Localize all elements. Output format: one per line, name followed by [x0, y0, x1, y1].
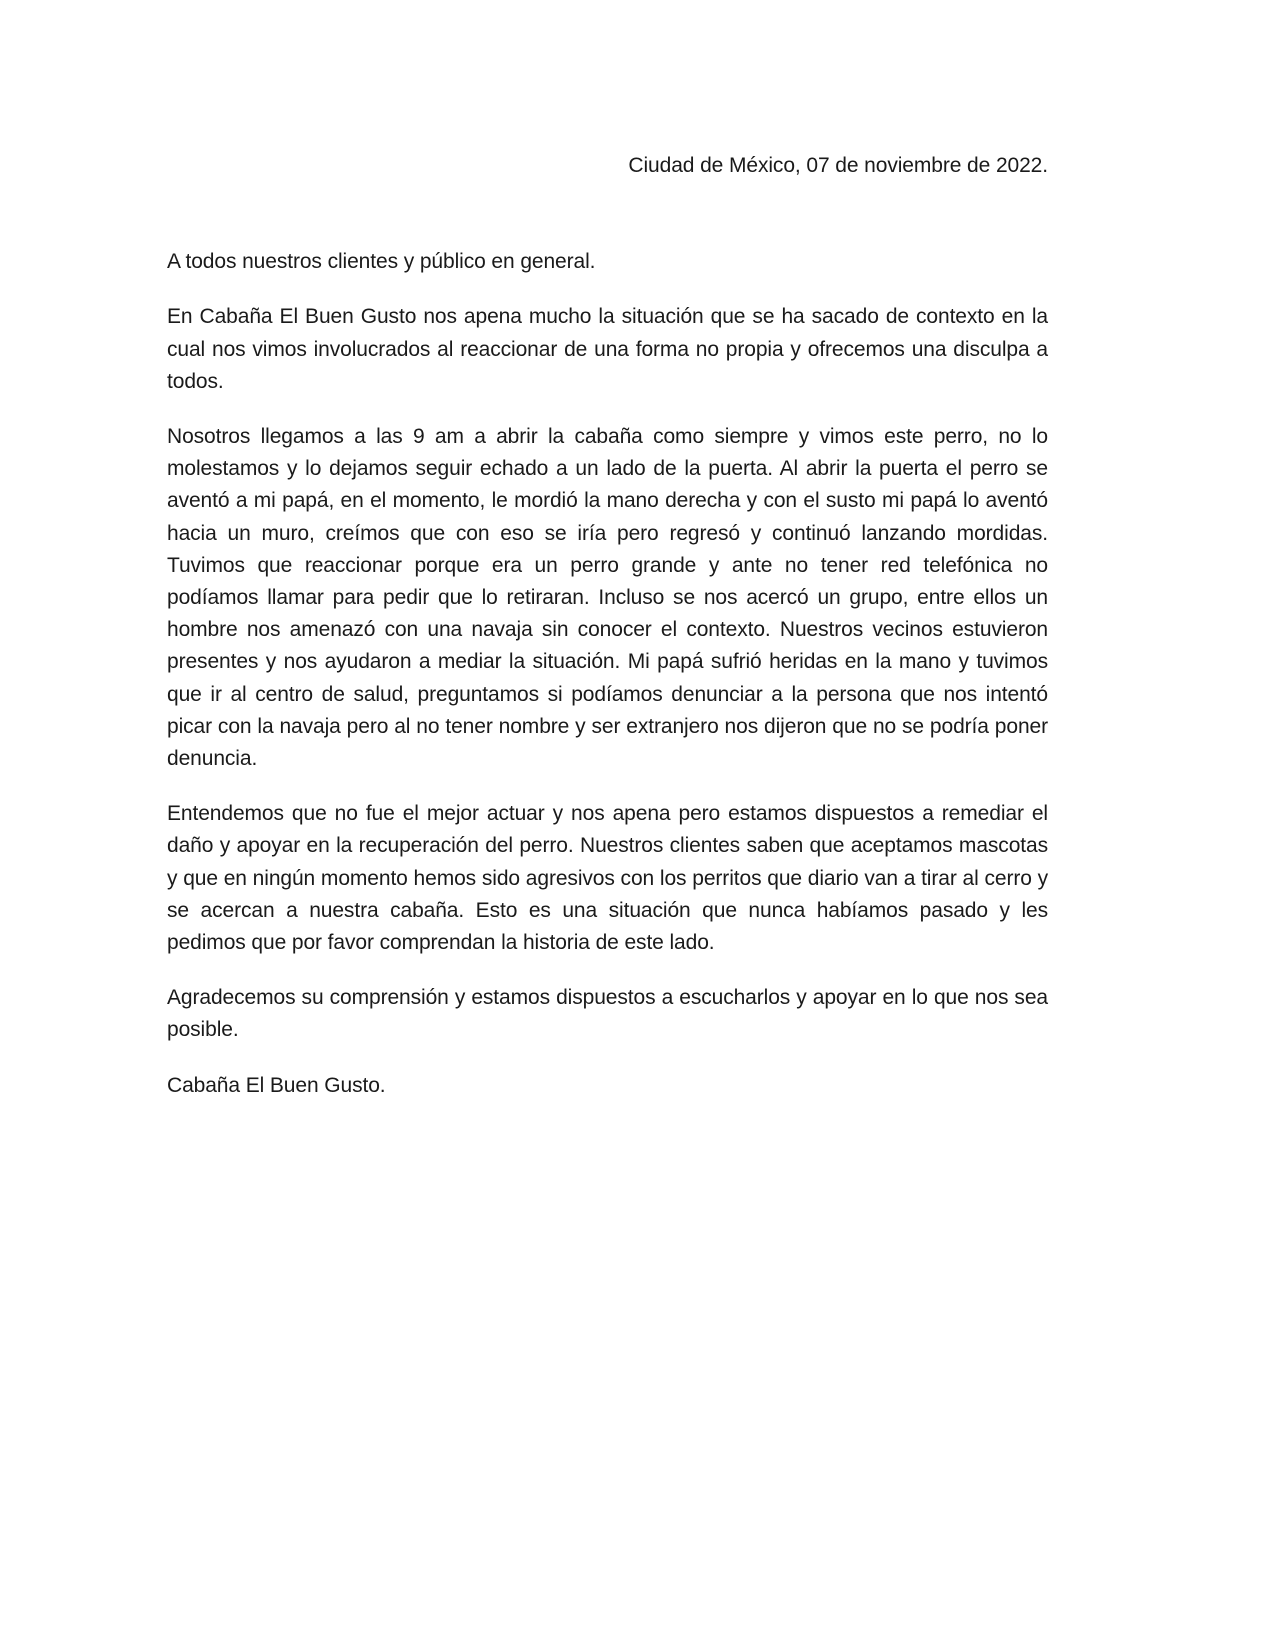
paragraph-closing: Agradecemos su comprensión y estamos dispuestos a escucharlos y apoyar en lo que nos sea posible.: [167, 986, 1048, 1042]
signature: Cabaña El Buen Gusto.: [167, 1073, 386, 1097]
paragraph-amends: Entendemos que no fue el mejor actuar y nos apena pero estamos dispuestos a remediar el daño y apoyar en la recuperación del perro. Nuestros clientes saben que aceptamos mascotas y que en ningún momento hemos sido agresivos con los perritos que diario van a tirar al cerro y se acercan a nuestra cabaña. Esto es una situación que nunca habíamos pasado y les pedimos que por favor comprendan la historia de este lado.: [167, 802, 1048, 955]
salutation: A todos nuestros clientes y público en general.: [167, 250, 596, 274]
paragraph-apology: En Cabaña El Buen Gusto nos apena mucho la situación que se ha sacado de contexto en la cual nos vimos involucrados al reaccionar de una forma no propia y ofrecemos una disculpa a todos.: [167, 305, 1048, 393]
letter-content: [167, 150, 1048, 1102]
paragraph-incident: Nosotros llegamos a las 9 am a abrir la cabaña como siempre y vimos este perro, no lo molestamos y lo dejamos seguir echado a un lado de la puerta. Al abrir la puerta el perro se aventó a mi papá, en el momento, le mordió la mano derecha y con el susto mi papá lo aventó hacia un muro, creímos que con eso se iría pero regresó y continuó lanzando mordidas. Tuvimos que reaccionar porque era un perro grande y ante no tener red telefónica no podíamos llamar para pedir que lo retiraran. Incluso se nos acercó un grupo, entre ellos un hombre nos amenazó con una navaja sin conocer el contexto. Nuestros vecinos estuvieron presentes y nos ayudaron a mediar la situación. Mi papá sufrió heridas en la mano y tuvimos que ir al centro de salud, preguntamos si podíamos denunciar a la persona que nos intentó picar con la navaja pero al no tener nombre y ser extranjero nos dijeron que no se podría poner denuncia.: [167, 425, 1048, 771]
dateline: Ciudad de México, 07 de noviembre de 2022.: [628, 154, 1048, 177]
